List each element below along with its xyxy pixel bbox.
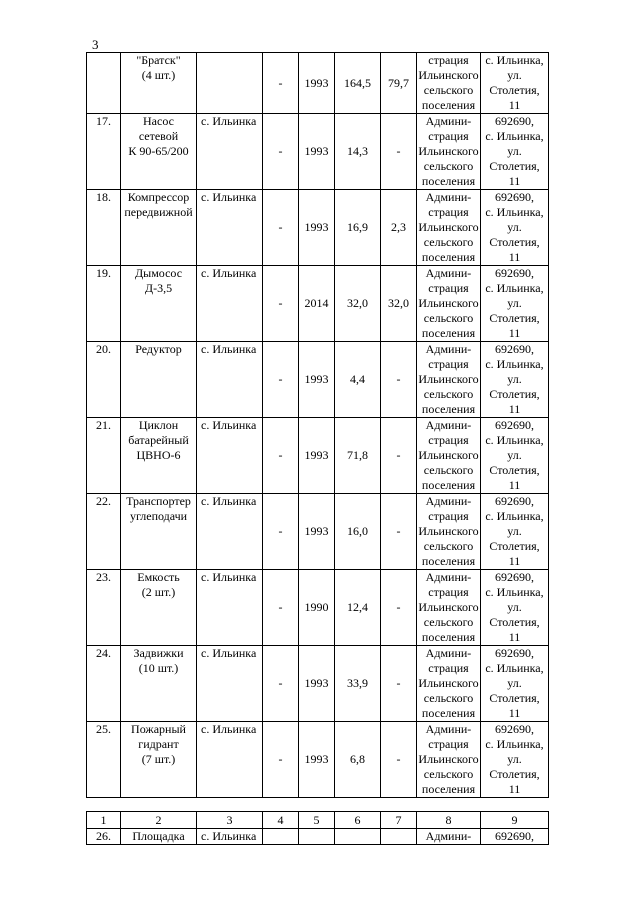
cell-col7: - (381, 418, 417, 494)
column-number: 6 (335, 812, 381, 829)
item-owner: Админи- страция Ильинского сельского поселения (418, 114, 479, 188)
row-number: 17. (87, 114, 121, 190)
table-row (87, 494, 549, 570)
item-owner: Админи- страция Ильинского сельского поселения (418, 494, 479, 568)
item-owner: Админи- страция Ильинского сельского поселения (418, 342, 479, 416)
column-number: 4 (263, 812, 299, 829)
item-name: Редуктор (121, 342, 197, 418)
item-location: с. Ильинка (197, 646, 263, 722)
item-address: с. Ильинка, ул. Столетия, 11 (481, 53, 549, 114)
item-address: 692690, с. Ильинка, ул. Столетия, 11 (481, 418, 549, 494)
item-location: с. Ильинка (197, 570, 263, 646)
row-number: 18. (87, 190, 121, 266)
table-row (87, 646, 549, 722)
row-number: 25. (87, 722, 121, 798)
item-name: Задвижки (10 шт.) (121, 646, 197, 722)
cell-col7: - (381, 342, 417, 418)
table-row (87, 114, 549, 190)
cell-year: 2014 (299, 266, 335, 342)
item-owner: Админи- страция Ильинского сельского поселения (418, 190, 479, 264)
cell-col6: 33,9 (335, 646, 381, 722)
table-row (87, 829, 549, 845)
column-number: 9 (481, 812, 549, 829)
cell-year: 1993 (299, 190, 335, 266)
item-location (197, 53, 263, 114)
table-row (87, 266, 549, 342)
cell-col7: - (381, 114, 417, 190)
cell-col6: 16,0 (335, 494, 381, 570)
item-owner: Админи- страция Ильинского сельского поселения (418, 266, 479, 340)
cell-col4: - (263, 722, 299, 798)
cell-col7: 79,7 (381, 53, 417, 114)
cell-col6: 4,4 (335, 342, 381, 418)
column-number: 7 (381, 812, 417, 829)
column-number: 5 (299, 812, 335, 829)
item-location: с. Ильинка (197, 114, 263, 190)
cell-year: 1993 (299, 114, 335, 190)
item-address: 692690, с. Ильинка, ул. Столетия, 11 (481, 266, 549, 342)
page-number: 3 (92, 37, 99, 52)
cell-col7: - (381, 570, 417, 646)
cell-col7: - (381, 646, 417, 722)
item-name: Пожарный гидрант (7 шт.) (121, 722, 197, 798)
cell-col4: - (263, 53, 299, 114)
row-number (87, 53, 121, 114)
item-owner: Админи- страция Ильинского сельского поселения (418, 418, 479, 492)
item-location: с. Ильинка (197, 342, 263, 418)
item-location: с. Ильинка (197, 418, 263, 494)
row-number: 20. (87, 342, 121, 418)
item-address: 692690, с. Ильинка, ул. Столетия, 11 (481, 342, 549, 418)
cell-col7: 32,0 (381, 266, 417, 342)
cell-col7: - (381, 722, 417, 798)
row-number: 26. (87, 829, 121, 845)
column-number: 8 (417, 812, 481, 829)
cell-col6: 14,3 (335, 114, 381, 190)
cell-col6 (335, 829, 381, 845)
cell-col7 (381, 829, 417, 845)
item-location: с. Ильинка (197, 722, 263, 798)
cell-year: 1990 (299, 570, 335, 646)
column-number: 1 (87, 812, 121, 829)
cell-col6: 71,8 (335, 418, 381, 494)
item-name: Транспортер углеподачи (121, 494, 197, 570)
row-number: 24. (87, 646, 121, 722)
equipment-table (86, 52, 549, 798)
item-address: 692690, с. Ильинка, ул. Столетия, 11 (481, 114, 549, 190)
item-address: 692690, с. Ильинка, ул. Столетия, 11 (481, 494, 549, 570)
cell-year: 1993 (299, 722, 335, 798)
cell-col6: 16,9 (335, 190, 381, 266)
row-number: 21. (87, 418, 121, 494)
item-address: 692690, с. Ильинка, ул. Столетия, 11 (481, 722, 549, 798)
row-number: 19. (87, 266, 121, 342)
item-owner: Админи- страция Ильинского сельского поселения (418, 570, 479, 644)
item-name: Насос сетевой К 90-65/200 (121, 114, 197, 190)
cell-col7: - (381, 494, 417, 570)
table-row (87, 190, 549, 266)
row-number: 23. (87, 570, 121, 646)
item-name: "Братск" (4 шт.) (121, 53, 197, 114)
table-row (87, 570, 549, 646)
table-row (87, 342, 549, 418)
table-row (87, 722, 549, 798)
cell-col4: - (263, 646, 299, 722)
item-name: Емкость (2 шт.) (121, 570, 197, 646)
cell-year: 1993 (299, 646, 335, 722)
item-owner: Админи- страция Ильинского сельского поселения (418, 722, 479, 796)
table-row (87, 53, 549, 114)
cell-col4: - (263, 266, 299, 342)
cell-col6: 32,0 (335, 266, 381, 342)
item-address: 692690, с. Ильинка, ул. Столетия, 11 (481, 570, 549, 646)
item-location: с. Ильинка (197, 190, 263, 266)
column-number: 2 (121, 812, 197, 829)
cell-col4: - (263, 190, 299, 266)
column-number: 3 (197, 812, 263, 829)
item-address: 692690, с. Ильинка, ул. Столетия, 11 (481, 190, 549, 266)
cell-year: 1993 (299, 418, 335, 494)
item-owner: страция Ильинского сельского поселения (418, 53, 479, 112)
item-owner: Админи- (417, 829, 481, 845)
item-location: с. Ильинка (197, 829, 263, 845)
cell-col4: - (263, 342, 299, 418)
item-name: Дымосос Д-3,5 (121, 266, 197, 342)
continuation-table (86, 811, 549, 845)
item-name: Циклон батарейный ЦВНО-6 (121, 418, 197, 494)
cell-col7: 2,3 (381, 190, 417, 266)
cell-year: 1993 (299, 53, 335, 114)
cell-col4: - (263, 494, 299, 570)
cell-col4: - (263, 570, 299, 646)
table-row (87, 418, 549, 494)
cell-year: 1993 (299, 494, 335, 570)
item-name: Компрессор передвижной (121, 190, 197, 266)
cell-col6: 6,8 (335, 722, 381, 798)
cell-col4: - (263, 418, 299, 494)
cell-col6: 12,4 (335, 570, 381, 646)
cell-col4: - (263, 114, 299, 190)
cell-col6: 164,5 (335, 53, 381, 114)
column-number-row (87, 812, 549, 829)
item-name: Площадка (121, 829, 197, 845)
item-address: 692690, (481, 829, 549, 845)
item-location: с. Ильинка (197, 494, 263, 570)
cell-year: 1993 (299, 342, 335, 418)
item-location: с. Ильинка (197, 266, 263, 342)
cell-col4 (263, 829, 299, 845)
cell-year (299, 829, 335, 845)
item-address: 692690, с. Ильинка, ул. Столетия, 11 (481, 646, 549, 722)
item-owner: Админи- страция Ильинского сельского поселения (418, 646, 479, 720)
row-number: 22. (87, 494, 121, 570)
